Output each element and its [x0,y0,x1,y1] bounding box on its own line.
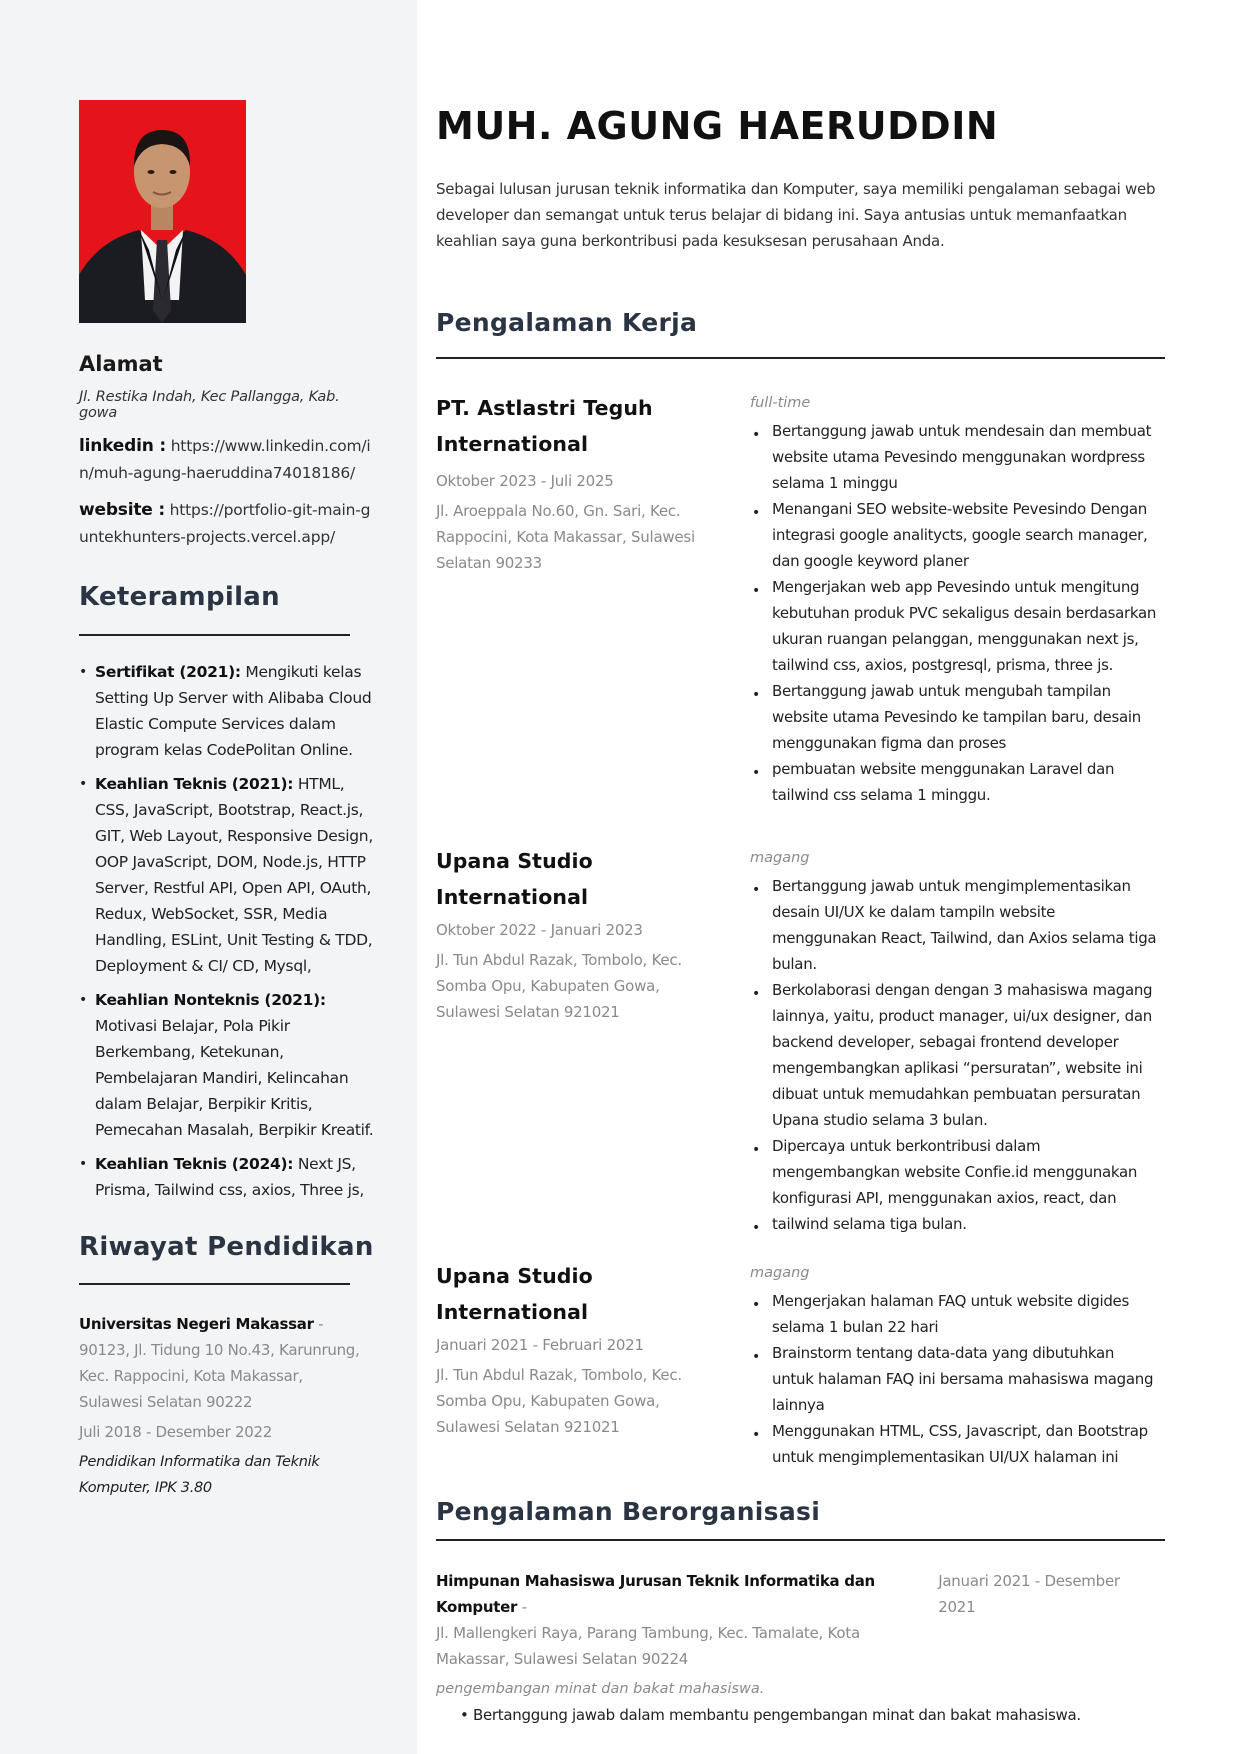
job-address: Jl. Tun Abdul Razak, Tombolo, Kec. Somba Opu, Kabupaten Gowa, Sulawesi Selatan 921021 [436,951,682,1021]
education-degree: Pendidikan Informatika dan Teknik Komputer, IPK 3.80 [79,1454,320,1496]
skill-item [79,987,379,1143]
address-heading: Alamat [79,352,163,376]
organization-divider [436,1539,1165,1541]
work-divider [436,357,1165,359]
job-date: Januari 2021 - Februari 2021 [436,1336,644,1354]
job-bullets [750,873,1160,1237]
organization-name: Himpunan Mahasiswa Jurusan Teknik Informatika dan Komputer [436,1572,875,1616]
skill-text: Motivasi Belajar, Pola Pikir Berkembang, Ketekunan, Pembelajaran Mandiri, Kelincahan dalam Belajar, Berpikir Kritis, Pemecahan Masalah, Berpikir Kreatif. [95,1017,374,1139]
job-bullets [750,1288,1160,1470]
work-heading: Pengalaman Kerja [436,308,698,337]
skill-text: Next JS, Prisma, Tailwind css, axios, Three js, [95,1155,365,1199]
skill-head: Keahlian Teknis (2021): [95,775,294,793]
skills-list [79,659,379,1211]
job-type: magang [750,1265,810,1281]
job-info [436,843,706,1025]
job-type: magang [750,850,810,866]
skills-heading: Keterampilan [79,582,280,612]
job-address: Jl. Aroeppala No.60, Gn. Sari, Kec. Rappocini, Kota Makassar, Sulawesi Selatan 90233 [436,502,695,572]
job-bullet: • Bertanggung jawab untuk mendesain dan membuat website utama Pevesindo menggunakan wordpress selama 1 minggu [750,418,1160,496]
job-details [750,1262,1160,1470]
job-bullet: • Bertanggung jawab untuk mengimplementasikan desain UI/UX ke dalam tampiln website menggunakan React, Tailwind, dan Axios selama tiga bulan. [750,873,1160,977]
education-heading: Riwayat Pendidikan [79,1232,374,1262]
job-address: Jl. Tun Abdul Razak, Tombolo, Kec. Somba Opu, Kabupaten Gowa, Sulawesi Selatan 921021 [436,1366,682,1436]
job-bullet: • Menggunakan HTML, CSS, Javascript, dan Bootstrap untuk mengimplementasikan UI/UX halaman ini [750,1418,1160,1470]
job-bullet: • tailwind selama tiga bulan. [750,1211,1160,1237]
education-divider [79,1283,350,1285]
job-info [436,1258,706,1440]
company-name: Upana Studio International [436,849,593,909]
skill-head: Keahlian Teknis (2024): [95,1155,294,1173]
linkedin-line [79,433,379,487]
school-name: Universitas Negeri Makassar [79,1315,314,1333]
school-address: - 90123, Jl. Tidung 10 No.43, Karunrung, Kec. Rappocini, Kota Makassar, Sulawesi Selatan 90222 [79,1315,360,1411]
skill-text: Mengikuti kelas Setting Up Server with Alibaba Cloud Elastic Compute Services dalam program kelas CodePolitan Online. [95,663,372,759]
job-bullet: • Mengerjakan halaman FAQ untuk website digides selama 1 bulan 22 hari [750,1288,1160,1340]
organization-date: Januari 2021 - Desember 2021 [938,1572,1120,1616]
person-name: MUH. AGUNG HAERUDDIN [436,104,999,148]
job-type: full-time [750,395,811,411]
education-entry [79,1311,369,1501]
job-info [436,390,706,576]
job-bullet: • Brainstorm tentang data-data yang dibutuhkan untuk halaman FAQ ini bersama mahasiswa magang lainnya [750,1340,1160,1418]
skill-item [79,771,379,979]
skill-item [79,1151,379,1203]
skills-divider [79,634,350,636]
organization-focus: pengembangan minat dan bakat mahasiswa. [436,1681,765,1697]
organization-entry [436,1568,1156,1728]
organization-bullet: • Bertanggung jawab dalam membantu pengembangan minat dan bakat mahasiswa. [460,1706,1081,1724]
job-bullet: • Dipercaya untuk berkontribusi dalam mengembangkan website Confie.id menggunakan konfigurasi API, menggunakan axios, react, dan [750,1133,1160,1211]
job-date: Oktober 2023 - Juli 2025 [436,472,614,490]
job-details [750,392,1160,808]
address-text: Jl. Restika Indah, Kec Pallangga, Kab. gowa [79,389,340,421]
skill-head: Sertifikat (2021): [95,663,241,681]
organization-heading: Pengalaman Berorganisasi [436,1497,821,1526]
linkedin-label: linkedin : [79,436,166,456]
education-date: Juli 2018 - Desember 2022 [79,1423,272,1441]
profile-photo [79,100,246,323]
website-line [79,497,379,551]
job-bullet: • Bertanggung jawab untuk mengubah tampilan website utama Pevesindo ke tampilan baru, desain menggunakan figma dan proses [750,678,1160,756]
website-label: website : [79,500,165,520]
linkedin-link[interactable]: https://www.linkedin.com/in/muh-agung-haeruddina74018186/ [79,437,371,482]
job-details [750,847,1160,1237]
job-bullet: • Berkolaborasi dengan dengan 3 mahasiswa magang lainnya, yaitu, product manager, ui/ux designer, dan backend developer, sebagai frontend developer mengembangkan aplikasi “persuratan”, website ini dibuat untuk memudahkan pembuatan persuratan Upana studio selama 3 bulan. [750,977,1160,1133]
company-name: Upana Studio International [436,1264,593,1324]
profile-summary: Sebagai lulusan jurusan teknik informatika dan Komputer, saya memiliki pengalaman sebagai web developer dan semangat untuk terus belajar di bidang ini. Saya antusias untuk memanfaatkan keahlian saya guna berkontribusi pada kesuksesan perusahaan Anda. [436,180,1156,250]
company-name: PT. Astlastri Teguh International [436,396,653,456]
organization-address: Jl. Mallengkeri Raya, Parang Tambung, Kec. Tamalate, Kota Makassar, Sulawesi Selatan 90224 [436,1624,860,1668]
skill-text: HTML, CSS, JavaScript, Bootstrap, React.js, GIT, Web Layout, Responsive Design, OOP JavaScript, DOM, Node.js, HTTP Server, Restful API, Open API, OAuth, Redux, WebSocket, SSR, Media Handling, ESLint, Unit Testing & TDD, Deployment & CI/ CD, Mysql, [95,775,373,975]
job-bullet: • Menangani SEO website-website Pevesindo Dengan integrasi google analitycts, google search manager, dan google keyword planer [750,496,1160,574]
organization-separator: - [517,1598,527,1616]
job-bullet: • Mengerjakan web app Pevesindo untuk mengitung kebutuhan produk PVC sekaligus desain berdasarkan ukuran ruangan pelanggan, menggunakan next js, tailwind css, axios, postgresql, prisma, three js. [750,574,1160,678]
job-bullets [750,418,1160,808]
skill-head: Keahlian Nonteknis (2021): [95,991,326,1009]
job-bullet: • pembuatan website menggunakan Laravel dan tailwind css selama 1 minggu. [750,756,1160,808]
job-date: Oktober 2022 - Januari 2023 [436,921,643,939]
website-link[interactable]: https://portfolio-git-main-guntekhunters-projects.vercel.app/ [79,501,371,546]
skill-item [79,659,379,763]
